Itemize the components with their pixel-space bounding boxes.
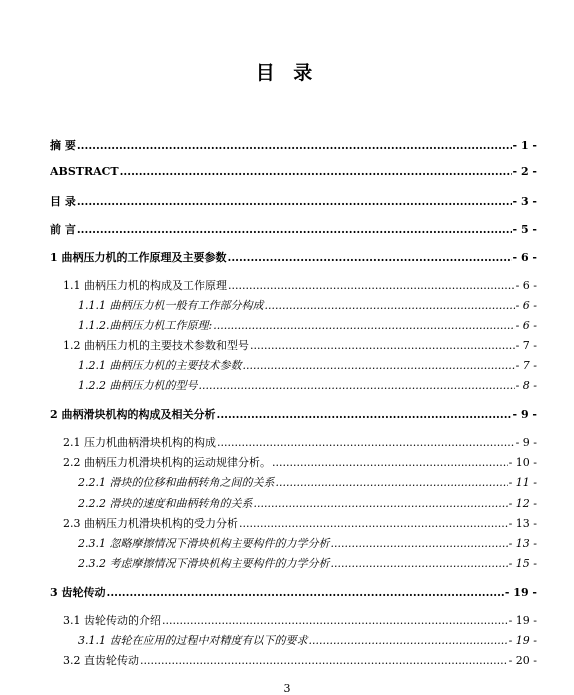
toc-entry[interactable]: [50, 249, 537, 265]
toc-entry[interactable]: [78, 377, 537, 393]
toc-entry-page: - 8 -: [515, 379, 537, 392]
toc-entry-text: 2.2.2 滑块的速度和曲柄转角的关系: [78, 497, 253, 510]
toc-entry-text: 2.3.2 考虑摩擦情况下滑块机构主要构件的力学分析: [78, 557, 330, 570]
dot-leader: [77, 139, 512, 152]
toc-entry-text: 目 录: [50, 195, 76, 208]
toc-entry-text: 摘 要: [50, 139, 76, 152]
toc-entry-text: 2.2.1 滑块的位移和曲柄转角之间的关系: [78, 476, 275, 489]
toc-entry-text: 1.1.2.曲柄压力机工作原理:: [78, 319, 213, 332]
toc-entry[interactable]: [63, 434, 537, 450]
toc-entry[interactable]: [63, 454, 537, 470]
toc-entry-text: 1.1.1 曲柄压力机一般有工作部分构成: [78, 299, 264, 312]
dot-leader: [272, 456, 508, 469]
dot-leader: [330, 537, 507, 550]
toc-entry-page: - 19 -: [508, 614, 537, 627]
toc-entry-text: 2.2 曲柄压力机滑块机构的运动规律分析。: [63, 456, 271, 469]
toc-entry[interactable]: [78, 632, 537, 648]
toc-entry-page: - 13 -: [508, 537, 537, 550]
toc-entry[interactable]: [63, 277, 537, 293]
toc-entry-page: - 10 -: [508, 456, 537, 469]
toc-entry[interactable]: [78, 535, 537, 551]
dot-leader: [213, 319, 514, 332]
toc-entry[interactable]: [78, 495, 537, 511]
toc-entry-page: - 2 -: [512, 165, 537, 178]
toc-entry-page: - 6 -: [512, 251, 537, 264]
dot-leader: [77, 223, 512, 236]
dot-leader: [227, 251, 511, 264]
toc-entry-page: - 11 -: [508, 476, 537, 489]
toc-entry[interactable]: [78, 357, 537, 373]
toc-entry-page: - 6 -: [515, 319, 537, 332]
toc-entry-text: 3.1.1 齿轮在应用的过程中对精度有以下的要求: [78, 634, 308, 647]
dot-leader: [77, 195, 512, 208]
page-title: 目 录: [255, 62, 319, 84]
dot-leader: [120, 165, 512, 178]
toc-entry-page: - 6 -: [515, 299, 537, 312]
toc-entry-text: 1.1 曲柄压力机的构成及工作原理: [63, 279, 227, 292]
toc-entry[interactable]: [63, 652, 537, 668]
toc-entry-page: - 19 -: [508, 634, 537, 647]
toc-entry-text: 1.2 曲柄压力机的主要技术参数和型号: [63, 339, 249, 352]
toc-entry[interactable]: [50, 137, 537, 153]
dot-leader: [228, 279, 515, 292]
toc-entry[interactable]: [78, 555, 537, 571]
dot-leader: [106, 586, 503, 599]
dot-leader: [217, 436, 515, 449]
toc-entry-text: 2.1 压力机曲柄滑块机构的构成: [63, 436, 216, 449]
toc-entry[interactable]: [78, 297, 537, 313]
dot-leader: [264, 299, 514, 312]
toc-entry-text: 1.2.1 曲柄压力机的主要技术参数: [78, 359, 242, 372]
toc-entry[interactable]: [63, 612, 537, 628]
dot-leader: [243, 359, 515, 372]
toc-entry-text: 1 曲柄压力机的工作原理及主要参数: [50, 251, 227, 264]
toc-entry-text: 3.1 齿轮传动的介绍: [63, 614, 161, 627]
toc-entry-page: - 13 -: [508, 517, 537, 530]
toc-entry-text: 2.3.1 忽略摩擦情况下滑块机构主要构件的力学分析: [78, 537, 330, 550]
dot-leader: [162, 614, 508, 627]
toc-entry-page: - 9 -: [515, 436, 537, 449]
toc-entry-text: 1.2.2 曲柄压力机的型号: [78, 379, 198, 392]
toc-entry-page: - 12 -: [508, 497, 537, 510]
dot-leader: [199, 379, 515, 392]
toc-entry[interactable]: [50, 406, 537, 422]
toc-entry[interactable]: [50, 221, 537, 237]
toc-entry-text: 3 齿轮传动: [50, 586, 106, 599]
toc-entry[interactable]: [50, 584, 537, 600]
toc-entry-page: - 20 -: [508, 654, 537, 667]
toc-entry-page: - 7 -: [515, 359, 537, 372]
dot-leader: [250, 339, 515, 352]
dot-leader: [216, 408, 511, 421]
dot-leader: [330, 557, 507, 570]
toc-entry-text: 3.2 直齿轮传动: [63, 654, 139, 667]
footer-page-number: 3: [283, 682, 291, 695]
toc-entry[interactable]: [63, 515, 537, 531]
toc-entry-text: 前 言: [50, 223, 76, 236]
dot-leader: [308, 634, 507, 647]
toc-entry-page: - 7 -: [515, 339, 537, 352]
toc-entry-page: - 9 -: [512, 408, 537, 421]
toc-entry[interactable]: [50, 193, 537, 209]
toc-entry[interactable]: [63, 337, 537, 353]
toc-entry-page: - 5 -: [512, 223, 537, 236]
toc-entry-page: - 6 -: [515, 279, 537, 292]
toc-entry-page: - 3 -: [512, 195, 537, 208]
toc-entry-page: - 19 -: [504, 586, 537, 599]
toc-entry[interactable]: [78, 317, 537, 333]
toc-entry[interactable]: [78, 474, 537, 490]
toc-entry-text: ABSTRACT: [50, 165, 119, 178]
toc-entry[interactable]: [50, 165, 537, 178]
dot-leader: [239, 517, 508, 530]
dot-leader: [140, 654, 508, 667]
toc-entry-page: - 1 -: [512, 139, 537, 152]
toc-entry-text: 2 曲柄滑块机构的构成及相关分析: [50, 408, 216, 421]
dot-leader: [275, 476, 507, 489]
toc-entry-page: - 15 -: [508, 557, 537, 570]
toc-entry-text: 2.3 曲柄压力机滑块机构的受力分析: [63, 517, 238, 530]
dot-leader: [253, 497, 507, 510]
